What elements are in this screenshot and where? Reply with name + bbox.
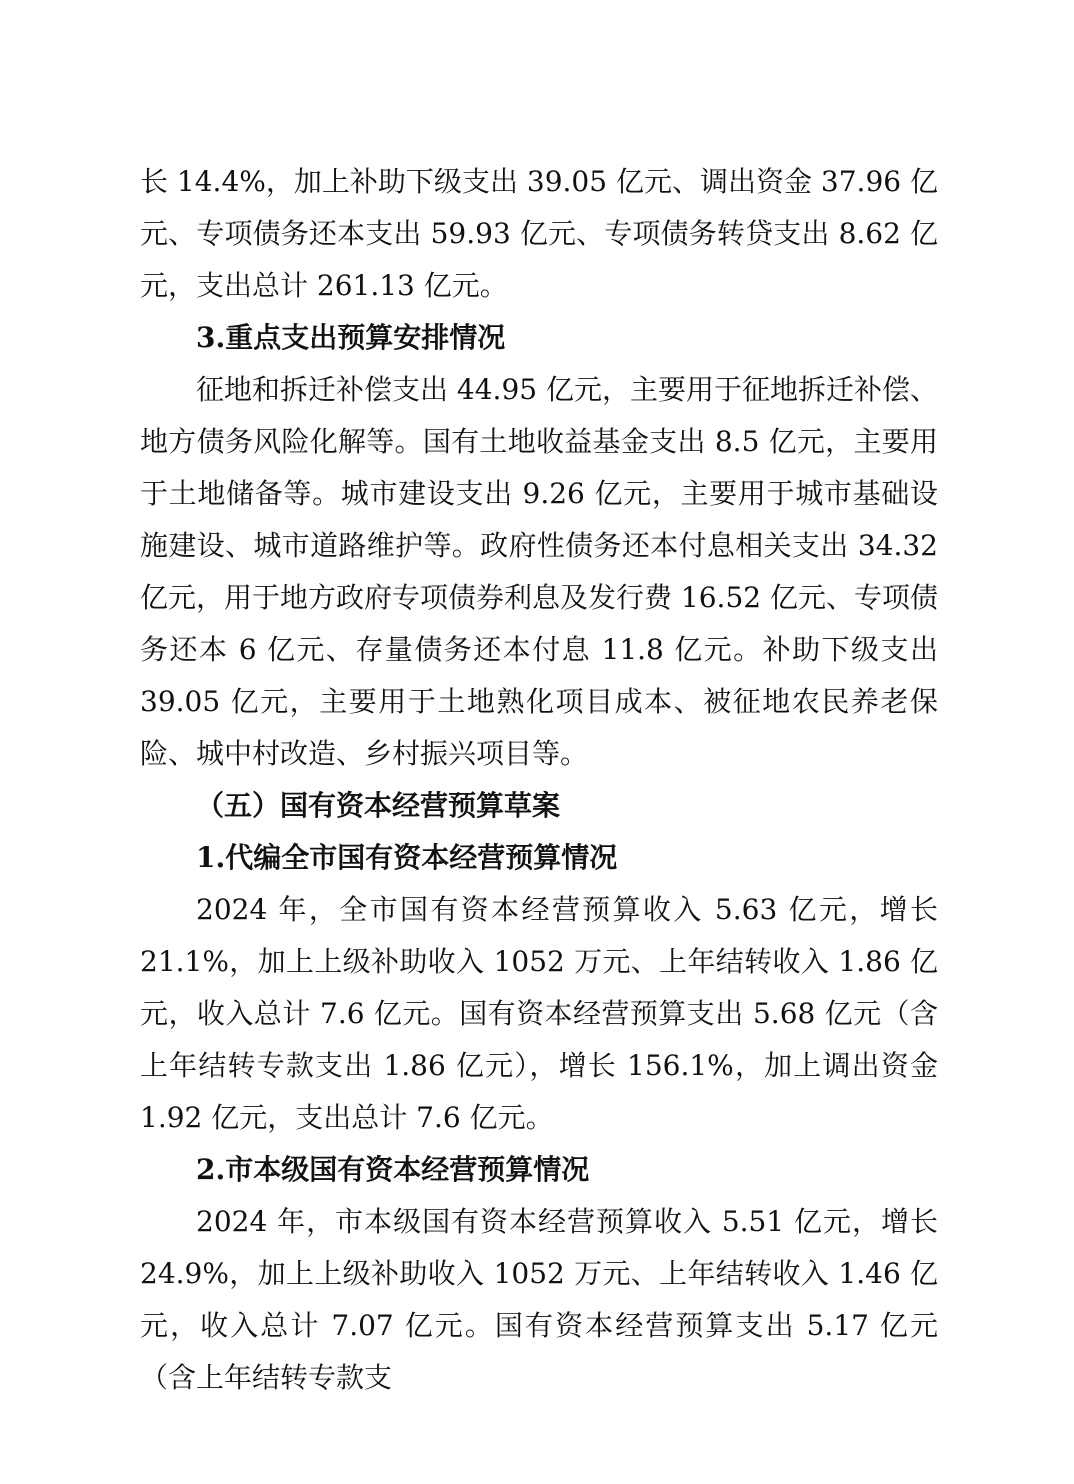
paragraph-key-expenditure: 征地和拆迁补偿支出 44.95 亿元，主要用于征地拆迁补偿、地方债务风险化解等。国有土地收益基金支出 8.5 亿元，主要用于土地储备等。城市建设支出 9.26 亿元，主要用于城市基础设施建设、城市道路维护等。政府性债务还本付息相关支出 34.32 亿元，用于地方政府专项债券利息及发行费 16.52 亿元、专项债务还本 6 亿元、存量债务还本付息 11.8 亿元。补助下级支出 39.05 亿元，主要用于土地熟化项目成本、被征地农民养老保险、城中村改造、乡村振兴项目等。 (140, 373, 938, 770)
heading-city-wide-budget: 1.代编全市国有资本经营预算情况 (196, 841, 618, 874)
heading-key-expenditure: 3.重点支出预算安排情况 (196, 321, 506, 354)
paragraph-city-wide-budget: 2024 年，全市国有资本经营预算收入 5.63 亿元，增长 21.1%，加上上级补助收入 1052 万元、上年结转收入 1.86 亿元，收入总计 7.6 亿元。国有资本经营预算支出 5.68 亿元（含上年结转专款支出 1.86 亿元），增长 156.1%，加上调出资金 1.92 亿元，支出总计 7.6 亿元。 (140, 893, 938, 1134)
heading-city-level-budget: 2.市本级国有资本经营预算情况 (196, 1153, 590, 1186)
paragraph-expenditure-total: 长 14.4%，加上补助下级支出 39.05 亿元、调出资金 37.96 亿元、专项债务还本支出 59.93 亿元、专项债务转贷支出 8.62 亿元，支出总计 261.13 亿元。 (140, 165, 938, 302)
document-body (140, 156, 938, 1404)
heading-state-capital-budget: （五）国有资本经营预算草案 (196, 789, 561, 822)
paragraph-city-level-budget: 2024 年，市本级国有资本经营预算收入 5.51 亿元，增长 24.9%，加上上级补助收入 1052 万元、上年结转收入 1.46 亿元，收入总计 7.07 亿元。国有资本经营预算支出 5.17 亿元（含上年结转专款支 (140, 1205, 938, 1394)
